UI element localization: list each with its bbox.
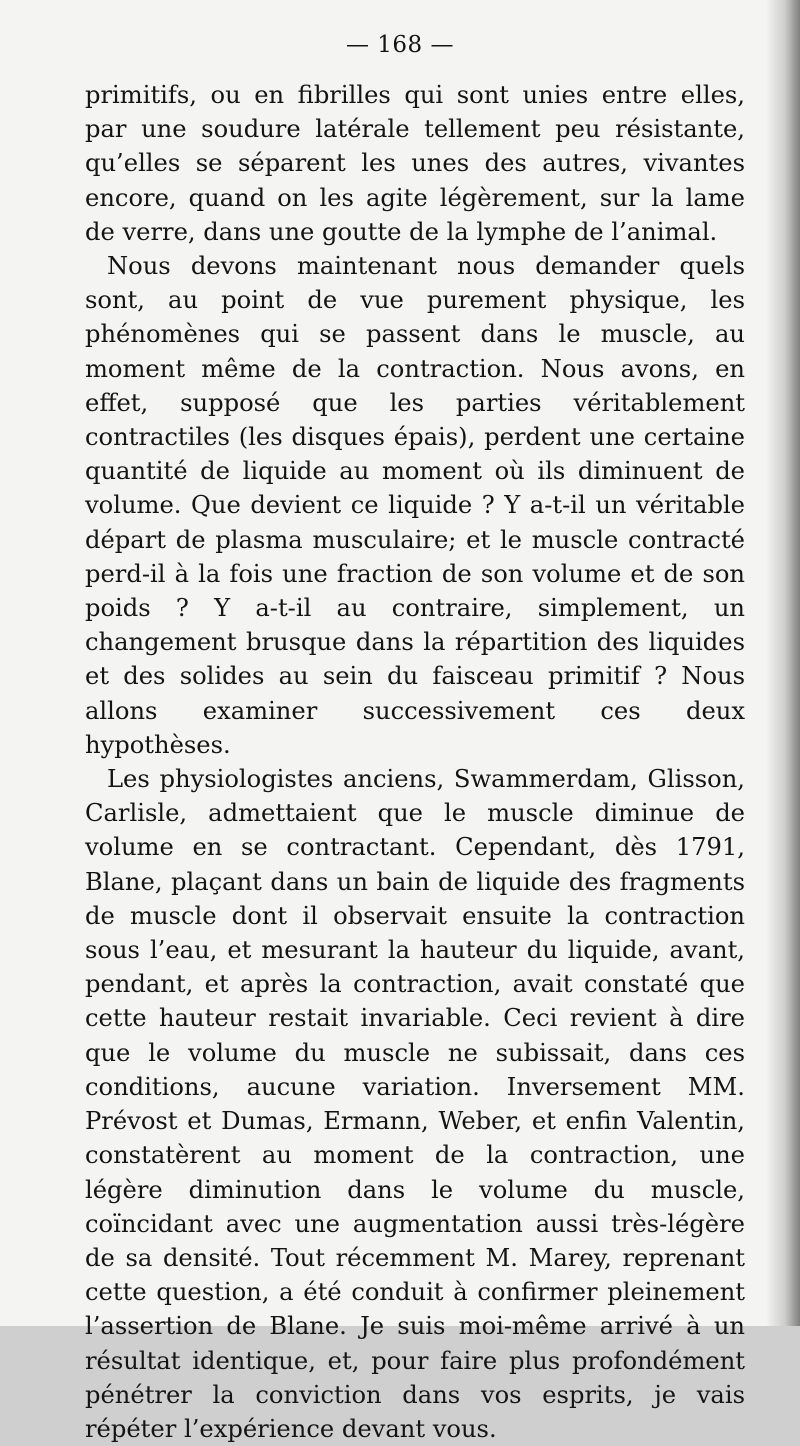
paragraph-3: Les physiologistes anciens, Swammerdam, Glisson, Carlisle, admettaient que le muscle diminue de volume en se contractant. Cependant, dès 1791, Blane, plaçant dans un bain de liquide des fragments de muscle dont il observait ensuite la contraction sous l’eau, et mesurant la hauteur du liquide, avant, pendant, et après la contraction, avait constaté que cette hauteur restait invariable. Ceci revient à dire que le volume du muscle ne subissait, dans ces conditions, aucune variation. Inversement MM. Prévost et Dumas, Ermann, Weber, et enfin Valentin, constatèrent au moment de la contraction, une légère diminution dans le volume du muscle, coïncidant avec une augmentation aussi très-légère de sa densité. Tout récemment M. Marey, reprenant cette question, a été conduit à confirmer pleinement l’assertion de Blane. Je suis moi-même arrivé à un résultat identique, et, pour faire plus profondément pénétrer la conviction dans vos esprits, je vais répéter l’expérience devant vous. bbox=[85, 765, 745, 1443]
paragraph-2: Nous devons maintenant nous demander quels sont, au point de vue purement physique, les phénomènes qui se passent dans le muscle, au moment même de la contraction. Nous avons, en effet, supposé que les parties véritablement contractiles (les disques épais), perdent une certaine quantité de liquide au moment où ils diminuent de volume. Que devient ce liquide ? Y a-t-il un véritable départ de plasma musculaire; et le muscle contracté perd-il à la fois une fraction de son volume et de son poids ? Y a-t-il au contraire, simplement, un changement brusque dans la répartition des liquides et des solides au sein du faisceau primitif ? Nous allons examiner successivement ces deux hypothèses. bbox=[85, 252, 745, 759]
page-edge-shadow bbox=[766, 0, 800, 1326]
page-number: — 168 — bbox=[345, 32, 455, 58]
paragraph-1: primitifs, ou en fibrilles qui sont unies entre elles, par une soudure latérale tellement peu résistante, qu’elles se séparent les unes des autres, vivantes encore, quand on les agite légèrement, sur la lame de verre, dans une goutte de la lymphe de l’animal. bbox=[85, 81, 745, 246]
body-text bbox=[85, 78, 745, 1446]
